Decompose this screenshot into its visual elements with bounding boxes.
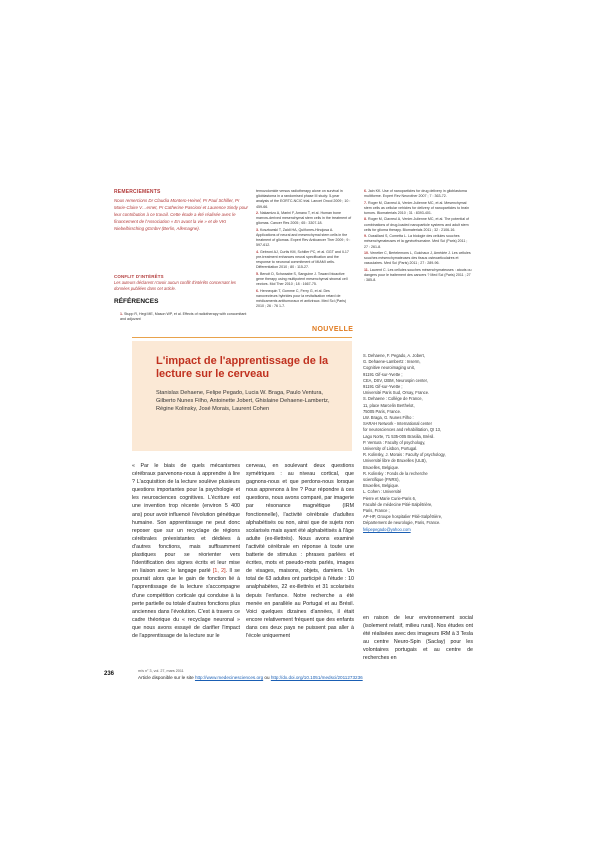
reference-item: 1. Stupp R, Hegi ME, Mason WP, et al. Effects of radiotherapy with concomitant and adjuvant — [120, 312, 247, 322]
references-column-1 — [120, 312, 248, 324]
reference-item: 10. Venetier C, Bertelemons L, Guichaux J, Amédée J. Les cellules souches mésenchymateuses des tissus osteoarticulaires et vasculaires. Med Sci (Paris) 2011 ; 27 : 289-96. — [364, 250, 471, 266]
citation-link[interactable]: [1, 2] — [212, 568, 226, 575]
affiliation-line: scientifique (FNRS), — [363, 477, 400, 483]
affiliation-line: AP-HP, Groupe hospitalier Pitié-Salpêtrière, — [363, 514, 443, 520]
reference-item: 8. Roger M, Clavreul A, Venier-Julienne MC, et al. The potential of combinations of drug-loaded nanoparticle systems and adult stem cells for glioma therapy. Biomaterials 2011 ; 32 : 2106-16. — [364, 217, 470, 232]
affiliation-line: 91191 Gif-sur-Yvette ; — [363, 371, 403, 377]
affiliation-line: Département de neurologie, Paris, France. — [363, 520, 441, 526]
reference-item: 6. Jain KK. Use of nanoparticles for drug delivery in glioblastoma multiforme. Expert Rev Neurother 2007 ; 7 : 363-72. — [364, 189, 467, 199]
conflict-heading: CONFLIT D'INTÉRÊTS — [114, 274, 164, 279]
affiliation-line: Bruxelles, Belgique. — [363, 464, 400, 470]
affiliation-line: S. Dehaene : Collège de France, — [363, 396, 423, 402]
acknowledgements-section — [114, 189, 249, 232]
conflict-section — [114, 274, 249, 292]
article-header-box — [132, 341, 352, 451]
affiliation-line: Lago Norte, 71 535-005 Brasilia, Brésil. — [363, 433, 435, 439]
affiliation-line: Université Paris Sud, Orsay, France. — [363, 390, 430, 396]
affiliation-line: L. Cohen : Université — [363, 489, 402, 495]
section-label: NOUVELLE — [312, 326, 354, 333]
affiliation-line: S. Dehaene, F. Pegado, A. Jobert, — [363, 353, 425, 358]
affiliation-line: R. Kolinsky : Fonds de la recherche — [363, 470, 428, 476]
reference-item: 6. Hennequin T, Gomme C, Ferry G, et al. Des nanovecteurs hybrides pour la revitalisation retard de médicaments antitumoraux et antiviraux. Med Sci (Paris) 2010 ; 26 : 76 1-7. — [256, 288, 347, 309]
body-column-3: en raison de leur environnement social (isolement relatif, milieu rural). Nos études ont été réalisées avec des imageurs IRM à 3 Tesla au centre Neuro-Spin (Saclay) pour les volontaires portugais et au centre de recherches en — [363, 615, 473, 662]
body-paragraph: . Il se pourrait alors que le gain de fonction lié à l'apprentissage de la lecture s'accompagne d'une compétition corticale qui conduise à la perte partielle ou totale d'autres fonctions plus anciennes dans l'évolution. C'est à travers ce cadre théorique du « recyclage neuronal » que nous avons essayé de clarifier l'impact de l'apprentissage de la lecture sur le — [132, 568, 240, 639]
reference-item: 5. Benoit D, Schwaabe S, Sanguine J. Toward bioactive gene therapy using multipotent mesenchymal stromal cell vectors. Mol Ther 2010 ; 18 : 1667-75. — [256, 271, 348, 287]
reference-item: 3. Kosztowski T, Zaidi HA, Quiñones-Hinojosa A. Applications of neural and mesenchymal stem cells in the treatment of gliomas. Expert Rev Anticancer Ther 2009 ; 9 : 597-612. — [256, 227, 351, 248]
affiliation-line: LW. Braga, G. Nunes Filho : — [363, 415, 414, 421]
reference-item: 9. Oussillard S, Cometta L. La biologie des cellules souches mésenchymateuses et la gynécéhumaine. Med Sci (Paris) 2011 ; 27 : 261-8. — [364, 234, 468, 249]
affiliation-line: SARAH Network - International center — [363, 421, 432, 427]
acknowledgements-heading: REMERCIEMENTS — [114, 189, 161, 195]
section-rule — [132, 337, 352, 338]
doi-link[interactable]: http://dx.doi.org/10.1051/medsci/2011273236 — [270, 675, 363, 680]
availability-line — [138, 675, 363, 680]
affiliation-line: G. Dehaene-Lambertz : Inserm, — [363, 359, 421, 365]
affiliation-line: Cognitive neuroimaging unit, — [363, 365, 415, 371]
affiliations — [363, 353, 478, 533]
article-authors: Stanislas Dehaene, Felipe Pegado, Lucia W. Braga, Paulo Ventura, Gilberto Nunes Filho, Antoinette Jobert, Ghislaine Dehaene-Lambertz, Régine Kolinsky, José Morais, Laurent Cohen — [156, 390, 330, 413]
reference-item: temozolomide versus radiotherapy alone on survival in glioblastoma in a randomised phase III study: 5-year analysis of the EORTC-NCIC trial. Lancet Oncol 2009 ; 10 : 459-66. — [256, 189, 351, 209]
affiliation-line: 11, place Marcelin Berthelot, — [363, 402, 415, 408]
availability-middle: ou — [264, 675, 270, 680]
affiliation-line: Faculté de médecine Pitié-Salpêtrière, — [363, 501, 433, 507]
reference-item: 2. Nakamizo A, Marini F, Amano T, et al. Human bone marrow-derived mesenchymal stem cells in the treatment of gliomas. Cancer Res 2005 ; 65 : 3307-18. — [256, 211, 352, 226]
issue-info: m/s n° 3, vol. 27, mars 2011 — [138, 669, 184, 673]
affiliation-line: 75005 Paris, France. — [363, 408, 402, 414]
affiliation-line: for neurosciences and rehabilitation, QI 13, — [363, 427, 442, 433]
references-column-2 — [256, 189, 352, 311]
affiliation-line: Pierre et Marie Curie-Paris 6, — [363, 495, 417, 501]
acknowledgements-text: Nous remercions Dr Claudia Montero-Heinel, Pr Paul Schiller, Pr Marie-Claire V…ernet, Pr Catherine Pascioni et Laurence Sindy pour leur contribution à ce travail. Cette étude a été réalisée avec le financement de l'Association « En avant la vie » et de VKI Niebelbirsching gGmbH (Berlin, Allemagne). — [114, 198, 248, 231]
affiliation-line: Bruxelles, Belgique. — [363, 483, 400, 489]
site-link[interactable]: http://www.medecinesciences.org — [194, 675, 264, 680]
affiliation-line: CEA, DSV, I2BM, Neurospin center, — [363, 377, 428, 383]
conflict-text: Les auteurs déclarent n'avoir aucun conflit d'intérêts concernant les données publiées dans cet article. — [114, 280, 236, 291]
availability-prefix: Article disponible sur le site — [138, 675, 194, 680]
affiliation-email-link[interactable]: felipepegado@yahoo.com — [363, 526, 411, 532]
body-column-2: cerveau, en soulevant deux questions symétriques : au niveau cortical, que gagnons-nous et que perdons-nous lorsque nous apprenons à lire ? Pour répondre à ces questions, nous avons comparé, par imagerie par résonance magnétique (IRM fonctionnelle), l'activité cérébrale d'adultes alphabétisés ou non, ainsi que de sujets non scolarisés mais ayant été alphabétisés à l'âge adulte (ex-illettrés). Nous avons examiné l'activité cérébrale en réponse à toute une batterie de stimulus : phrases parlées et écrites, mots et pseudo-mots parlés, images de visages, maisons, objets, damiers. Un total de 63 adultes ont participé à l'étude : 10 analphabètes, 22 ex-illettrés et 31 scolarisés depuis l'enfance. Notre recherche a été menée en parallèle au Portugal et au Brésil. Voici quelques dizaines d'années, il était encore relativement fréquent que des enfants dans ces deux pays ne puissent pas aller à l'école uniquement — [246, 463, 354, 639]
references-heading: RÉFÉRENCES — [114, 298, 159, 305]
article-title: L'impact de l'apprentissage de la lecture sur le cerveau — [156, 355, 329, 380]
page-number: 236 — [104, 671, 115, 677]
reference-item: 7. Roger M, Clavreul A, Venier-Julienne MC, et al. Mesenchymal stem cells as cellular vehicles for delivery of nanoparticles to brain tumors. Biomaterials 2010 ; 31 : 8393-401. — [364, 200, 470, 215]
references-column-3 — [364, 189, 472, 285]
reference-item: 11. Laurent C. Les cellules souches mésenchymateuses : atouts ou dangers pour le traitement des cancers ? Med Sci (Paris) 2011 ; 27 : 385-8. — [364, 267, 472, 283]
reference-item: 4. Gebroni AJ, Curtis KM, Schiller PC, et al. GGT and Il-17 pre-treatment enhances neural specification and the response to neuronal commitment of MIAMI cells. Differentiation 2010 ; 80 : 115-27. — [256, 249, 349, 270]
body-paragraph: « Par le biais de quels mécanismes cérébraux parvenons-nous à apprendre à lire ? L'acquisition de la lecture soulève plusieurs questions importantes pour la psychologie et les neurosciences cognitives. L'écriture est une invention trop récente (environ 5 400 ans) pour avoir influencé l'évolution génétique humaine. Son apprentissage ne peut donc reposer que sur un recyclage de régions cérébrales préexistantes et dédiées à d'autres fonctions, mais suffisamment plastiques pour se réorienter vers l'identification des signes écrits et leur mise en liaison avec le langage parlé — [132, 463, 240, 575]
affiliation-line: R. Kolinsky, J. Morais : Faculty of psychology, — [363, 452, 446, 458]
affiliation-line: Université libre de Bruxelles (ULB), — [363, 458, 427, 464]
affiliation-line: Paris, France ; — [363, 508, 390, 514]
affiliation-line: University of Lisbon, Portugal. — [363, 446, 418, 452]
affiliation-line: 91191 Gif-sur-Yvette ; — [363, 384, 403, 390]
body-column-1 — [132, 462, 240, 640]
affiliation-line: P. Ventura : Faculty of psychology, — [363, 439, 426, 445]
